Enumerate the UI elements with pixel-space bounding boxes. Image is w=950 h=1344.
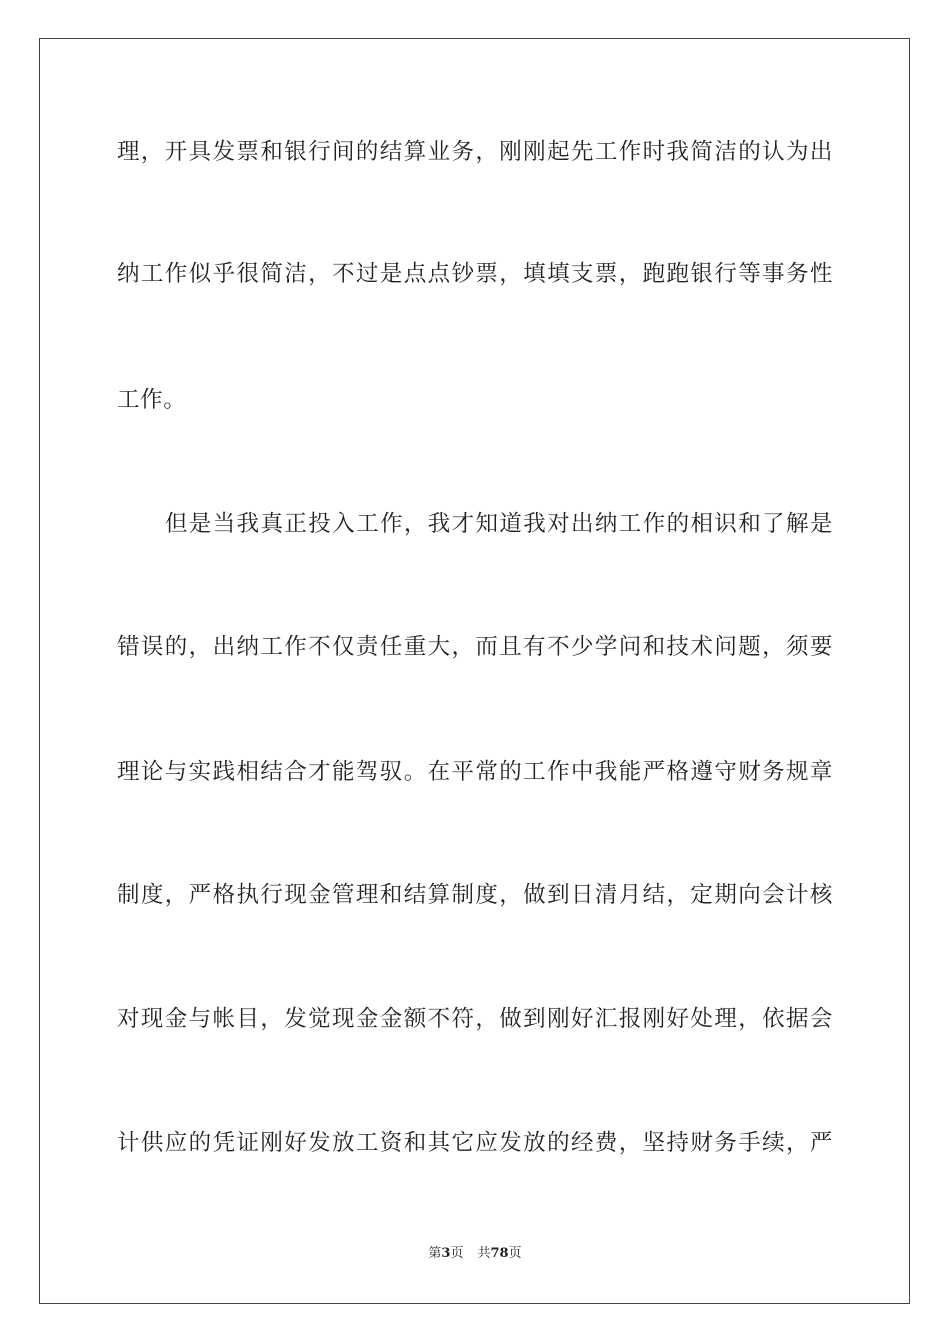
body-text-line: 理论与实践相结合才能驾驭。在平常的工作中我能严格遵守财务规章 bbox=[117, 759, 833, 785]
body-text-line: 对现金与帐目，发觉现金金额不符，做到刚好汇报刚好处理，依据会 bbox=[117, 1006, 833, 1032]
body-text-line: 理，开具发票和银行间的结算业务，刚刚起先工作时我简洁的认为出 bbox=[117, 139, 833, 165]
total-suffix: 页 bbox=[508, 1246, 522, 1261]
body-text-line: 计供应的凭证刚好发放工资和其它应发放的经费，坚持财务手续，严 bbox=[117, 1130, 833, 1156]
page-prefix: 第 bbox=[428, 1246, 442, 1261]
page-number: 3 bbox=[441, 1246, 451, 1261]
page-suffix: 页 bbox=[450, 1246, 464, 1261]
body-text-line: 错误的，出纳工作不仅责任重大，而且有不少学问和技术问题，须要 bbox=[117, 634, 833, 660]
paragraph-first-line: 但是当我真正投入工作，我才知道我对出纳工作的相识和了解是 bbox=[165, 511, 833, 537]
page-footer bbox=[0, 1245, 950, 1263]
total-pages: 78 bbox=[490, 1246, 509, 1261]
body-text-line: 纳工作似乎很简洁，不过是点点钞票，填填支票，跑跑银行等事务性 bbox=[117, 261, 833, 287]
total-prefix: 共 bbox=[477, 1246, 491, 1261]
body-text-line: 制度，严格执行现金管理和结算制度，做到日清月结，定期向会计核 bbox=[117, 882, 833, 908]
body-text-line: 工作。 bbox=[117, 387, 187, 413]
page-border bbox=[39, 38, 910, 1304]
